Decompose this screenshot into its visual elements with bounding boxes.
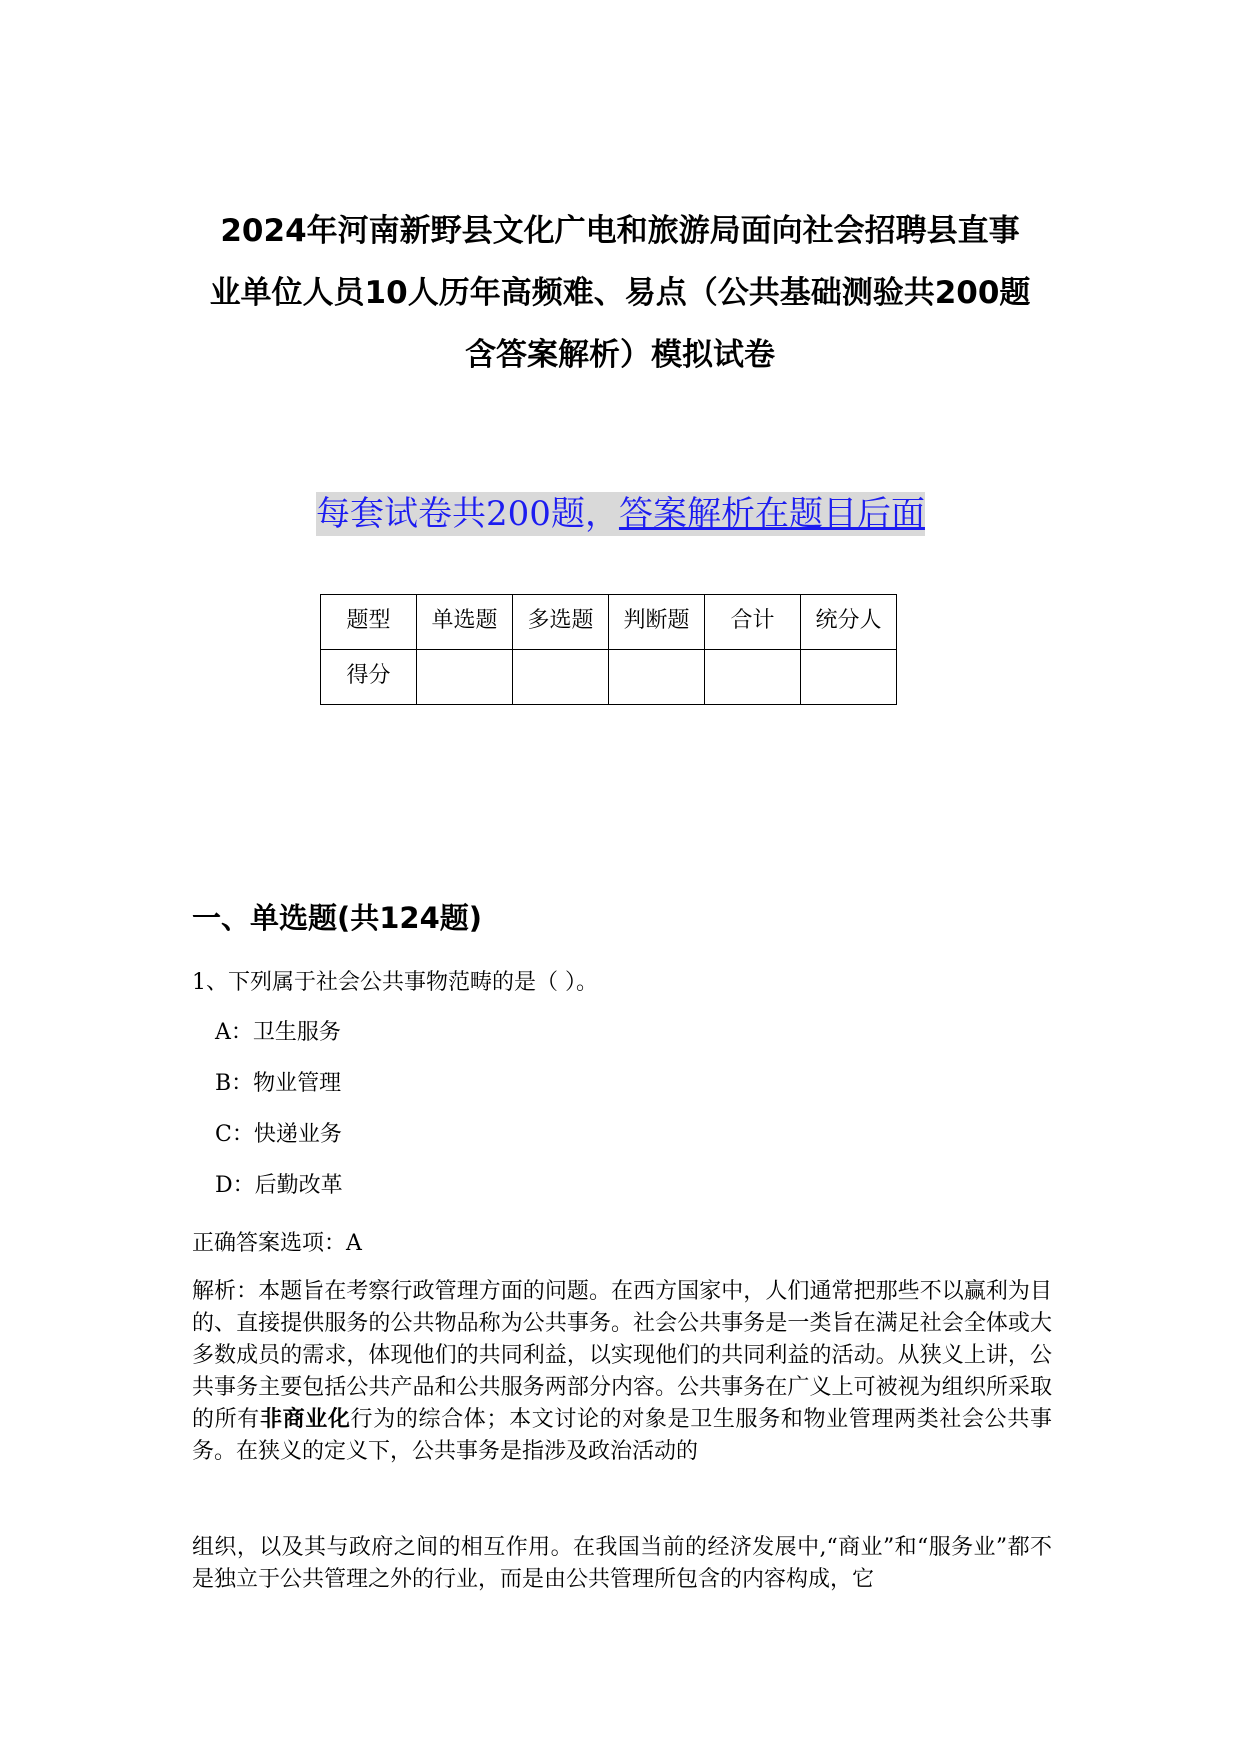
question-stem: 1、下列属于社会公共事物范畴的是（ ）。 [192, 970, 598, 995]
section-title: 一、单选题(共124题) [192, 901, 483, 935]
score-table-header-row [321, 595, 897, 650]
option-a: A：卫生服务 [215, 1020, 341, 1045]
header-cell-judgment: 判断题 [609, 595, 705, 650]
option-d: D：后勤改革 [215, 1173, 343, 1198]
score-cell-judgment[interactable] [609, 650, 705, 705]
banner-text: 每套试卷共200题， [316, 494, 619, 534]
header-cell-total: 合计 [705, 595, 801, 650]
title-line-2: 业单位人员10人历年高频难、易点（公共基础测验共200题 [209, 275, 1031, 311]
info-banner [0, 490, 1241, 538]
score-cell-multiple[interactable] [513, 650, 609, 705]
analysis-paragraph [192, 1276, 1052, 1468]
header-cell-type: 题型 [321, 595, 417, 650]
score-cell-total[interactable] [705, 650, 801, 705]
correct-answer: 正确答案选项：A [192, 1231, 362, 1256]
header-cell-multiple: 多选题 [513, 595, 609, 650]
title-line-3: 含答案解析）模拟试卷 [465, 337, 775, 373]
score-cell-scorer[interactable] [801, 650, 897, 705]
analysis-text-1: 解析：本题旨在考察行政管理方面的问题。在西方国家中，人们通常把那些不以赢利为目的、直接提供服务的公共物品称为公共事务。社会公共事务是一类旨在满足社会全体或大多数成员的需求，体现他们的共同利益，以实现他们的共同利益的活动。从狭义上讲，公共事务主要包括公共产品和公共服务两部分内容。公共事务在广义上可被视为组织所采取的所有 [192, 1279, 1052, 1432]
analysis-continued-paragraph: 组织，以及其与政府之间的相互作用。在我国当前的经济发展中,“商业”和“服务业”都不是独立于公共管理之外的行业，而是由公共管理所包含的内容构成，它 [192, 1535, 1052, 1592]
document-title [180, 200, 1060, 386]
analysis-text-2: 行为的综合体；本文讨论的对象是卫生服务和物业管理两类社会公共事务。在狭义的定义下，公共事务是指涉及政治活动的 [192, 1407, 1052, 1464]
score-row-label: 得分 [321, 650, 417, 705]
score-cell-single[interactable] [417, 650, 513, 705]
answer-location-link[interactable]: 答案解析在题目后面 [618, 494, 925, 534]
title-line-1: 2024年河南新野县文化广电和旅游局面向社会招聘县直事 [220, 213, 1020, 249]
option-b: B：物业管理 [215, 1071, 342, 1096]
option-c: C：快递业务 [215, 1122, 342, 1147]
score-table-score-row [321, 650, 897, 705]
header-cell-scorer: 统分人 [801, 595, 897, 650]
header-cell-single: 单选题 [417, 595, 513, 650]
analysis-bold-term: 非商业化 [259, 1407, 351, 1432]
banner-highlight [316, 492, 925, 536]
score-table [320, 594, 897, 705]
